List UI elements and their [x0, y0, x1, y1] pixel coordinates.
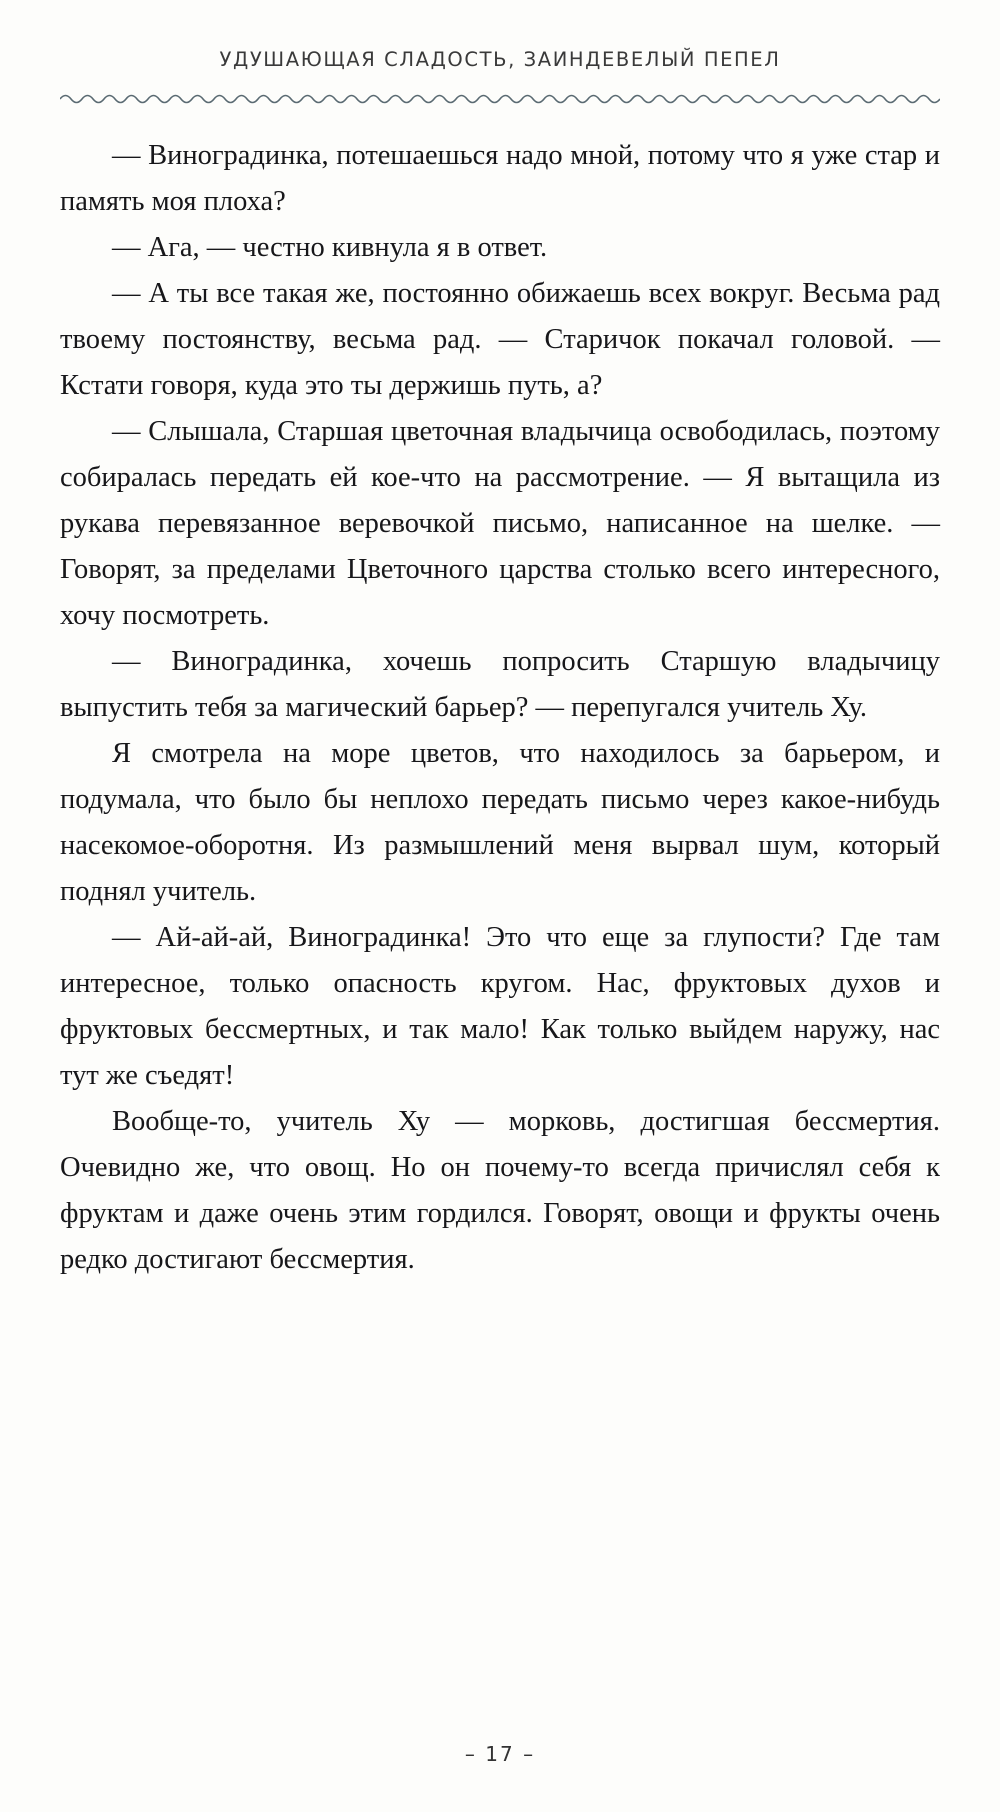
- paragraph: — Виноградинка, потешаешься надо мной, потому что я уже стар и память моя плоха?: [60, 140, 940, 217]
- running-head: УДУШАЮЩАЯ СЛАДОСТЬ, ЗАИНДЕВЕЛЫЙ ПЕПЕЛ: [219, 48, 781, 71]
- paragraph: — А ты все такая же, постоянно обижаешь всех вокруг. Весьма рад твоему постоянству, весьма рад. — Старичок покачал головой. — Кстати говоря, куда это ты держишь путь, а?: [60, 278, 940, 401]
- paragraph: — Ага, — честно кивнула я в ответ.: [112, 232, 548, 263]
- paragraph: Вообще-то, учитель Ху — морковь, достигшая бессмертия. Очевидно же, что овощ. Но он почему-то всегда причислял себя к фруктам и даже очень этим гордился. Говорят, овощи и фрукты очень редко достигают бессмертия.: [60, 1106, 940, 1275]
- paragraph: — Виноградинка, хочешь попросить Старшую владычицу выпустить тебя за магический барьер? — перепугался учитель Ху.: [60, 646, 940, 723]
- wavy-divider-icon: [60, 91, 940, 107]
- paragraph: — Ай-ай-ай, Виноградинка! Это что еще за глупости? Где там интересное, только опасность кругом. Нас, фруктовых духов и фруктовых бессмертных, и так мало! Как только выйдем наружу, нас тут же съедят!: [60, 922, 940, 1091]
- page-number: – 17 –: [464, 1742, 536, 1766]
- body-text: [60, 133, 940, 1283]
- paragraph: Я смотрела на море цветов, что находилось за барьером, и подумала, что было бы неплохо передать письмо через какое-нибудь насекомое-оборотня. Из размышлений меня вырвал шум, который поднял учитель.: [60, 738, 940, 907]
- paragraph: — Слышала, Старшая цветочная владычица освободилась, поэтому собиралась передать ей кое-что на рассмотрение. — Я вытащила из рукава перевязанное веревочкой письмо, написанное на шелке. — Говорят, за пределами Цветочного царства столько всего интересного, хочу посмотреть.: [60, 416, 940, 631]
- page-content-area: [60, 48, 940, 1772]
